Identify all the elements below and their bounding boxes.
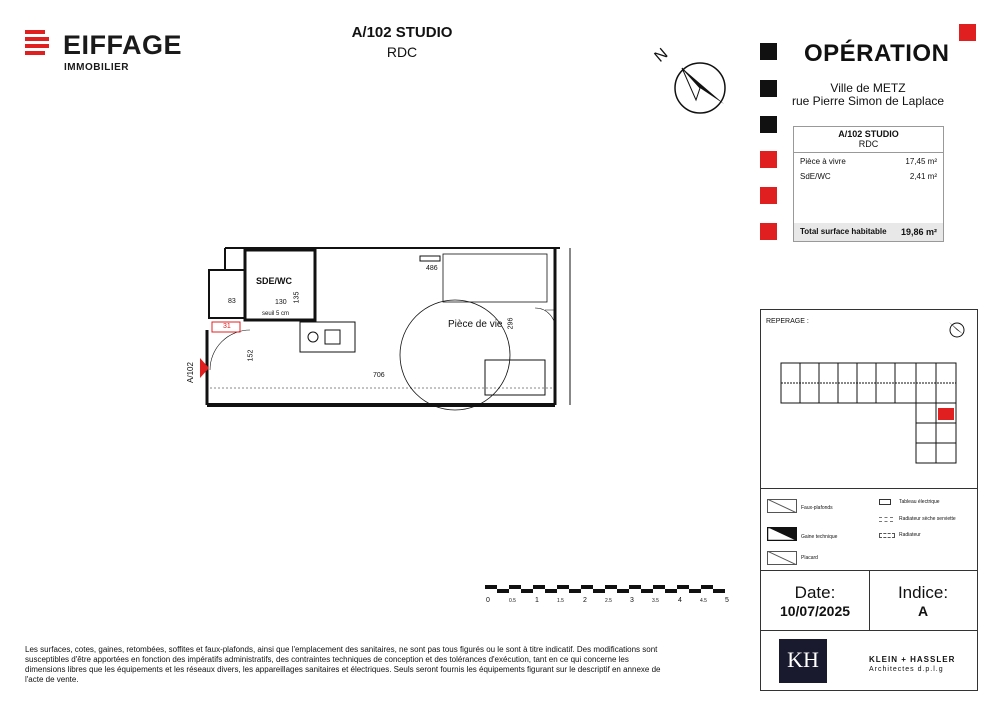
legend-label: Tableau électrique	[899, 499, 940, 505]
marker-square	[959, 24, 976, 41]
sill-label: seuil 5 cm	[262, 311, 290, 317]
date-label: Date:	[794, 583, 836, 602]
plan-level: RDC	[386, 44, 418, 60]
entry-label: A/102	[185, 362, 195, 383]
dimension-130: 130	[275, 299, 287, 306]
logo-mark-icon	[25, 28, 53, 56]
room-living-label: Pièce de vie	[448, 319, 503, 330]
scale-tick: 3	[630, 597, 634, 604]
marker-square	[760, 223, 777, 240]
scale-tick: 3.5	[652, 598, 659, 604]
scale-tick: 0.5	[509, 598, 516, 604]
plan-title: A/102 STUDIO	[351, 24, 453, 41]
scale-tick: 2.5	[605, 598, 612, 604]
legend-label: Radiateur	[899, 532, 921, 538]
dimension-135: 135	[293, 291, 301, 304]
tag-31: 31	[223, 323, 231, 330]
operation-city: Ville de METZ	[830, 81, 906, 95]
surface-row-label: SdE/WC	[800, 172, 831, 181]
surface-row	[794, 172, 943, 181]
scale-tick: 1.5	[557, 598, 564, 604]
scale-tick: 1	[535, 597, 539, 604]
scale-bar	[485, 585, 745, 597]
indice-box	[869, 570, 977, 631]
false-ceiling-swatch	[767, 499, 797, 513]
architect-logo-icon	[779, 639, 827, 683]
surface-total	[794, 223, 943, 241]
date-box	[761, 570, 870, 631]
dimension-83: 83	[228, 298, 236, 305]
surface-table	[793, 126, 944, 242]
date-value: 10/07/2025	[779, 603, 851, 619]
scale-tick: 4	[678, 597, 682, 604]
reperage-north-icon	[939, 314, 969, 340]
reperage-panel	[760, 309, 978, 691]
surface-row-value: 17,45 m²	[905, 157, 937, 166]
indice-value: A	[917, 603, 929, 619]
surface-table-level: RDC	[858, 139, 879, 149]
scale-tick: 0	[486, 597, 490, 604]
legend-label: Radiateur sèche serviette	[899, 516, 956, 522]
architect-box	[761, 630, 977, 691]
scale-tick: 4.5	[700, 598, 707, 604]
legend-label: Faux-plafonds	[801, 505, 833, 511]
dimension-486: 486	[426, 265, 438, 272]
technical-duct-swatch	[767, 527, 797, 541]
svg-text:KH: KH	[787, 647, 819, 672]
dimension-152: 152	[247, 349, 255, 362]
indice-label: Indice:	[897, 583, 949, 602]
towel-radiator-icon	[879, 517, 893, 522]
architect-subtitle: Architectes d.p.l.g	[869, 666, 944, 673]
marker-square	[760, 187, 777, 204]
legend	[761, 488, 977, 569]
legend-label: Gaine technique	[801, 534, 838, 540]
legend-label: Placard	[801, 555, 818, 561]
closet-swatch	[767, 551, 797, 565]
radiator-icon	[879, 533, 895, 538]
building-location-plan	[776, 358, 966, 468]
dimension-706: 706	[373, 372, 385, 379]
room-bath-label: SDE/WC	[256, 276, 292, 286]
surface-row-label: Pièce à vivre	[800, 157, 846, 166]
legal-disclaimer: Les surfaces, cotes, gaines, retombées, soffites et faux-plafonds, ainsi que l'emplacement des sanitaires, ne sont pas tous figurés ou le sont à titre indicatif. Des modifications sont susceptibles d'être apportées en fonction des impératifs administratifs, des contraintes techniques de conception et des tolérances d'exécution, tant en ce qui concerne les dimensions libres que les équipements et les réseaux divers, les appareillages sanitaires et électriques. Seuls seront fournis les équipements figurant sur le descriptif en annexe de l'acte de vente.	[25, 645, 661, 684]
scale-tick: 2	[583, 597, 587, 604]
surface-row	[794, 157, 943, 166]
electric-panel-icon	[879, 499, 891, 505]
scale-ticks	[482, 597, 737, 607]
dimension-296: 296	[507, 317, 515, 330]
floor-plan	[195, 240, 575, 420]
marker-square	[760, 116, 777, 133]
reperage-title: REPERAGE :	[766, 318, 809, 325]
surface-row-value: 2,41 m²	[909, 172, 937, 181]
surface-table-title: A/102 STUDIO	[838, 129, 899, 139]
north-letter: N	[651, 45, 672, 66]
architect-name: KLEIN + HASSLER	[869, 655, 956, 664]
north-arrow-icon	[670, 60, 750, 130]
operation-title: OPÉRATION	[804, 40, 950, 67]
marker-square	[760, 43, 777, 60]
scale-tick: 5	[725, 597, 729, 604]
surface-total-label: Total surface habitable	[800, 227, 887, 236]
brand-name: EIFFAGE	[63, 30, 183, 60]
marker-square	[760, 151, 777, 168]
operation-street: rue Pierre Simon de Laplace	[791, 94, 945, 108]
surface-total-value: 19,86 m²	[900, 227, 937, 237]
brand-subtitle: IMMOBILIER	[64, 62, 129, 73]
